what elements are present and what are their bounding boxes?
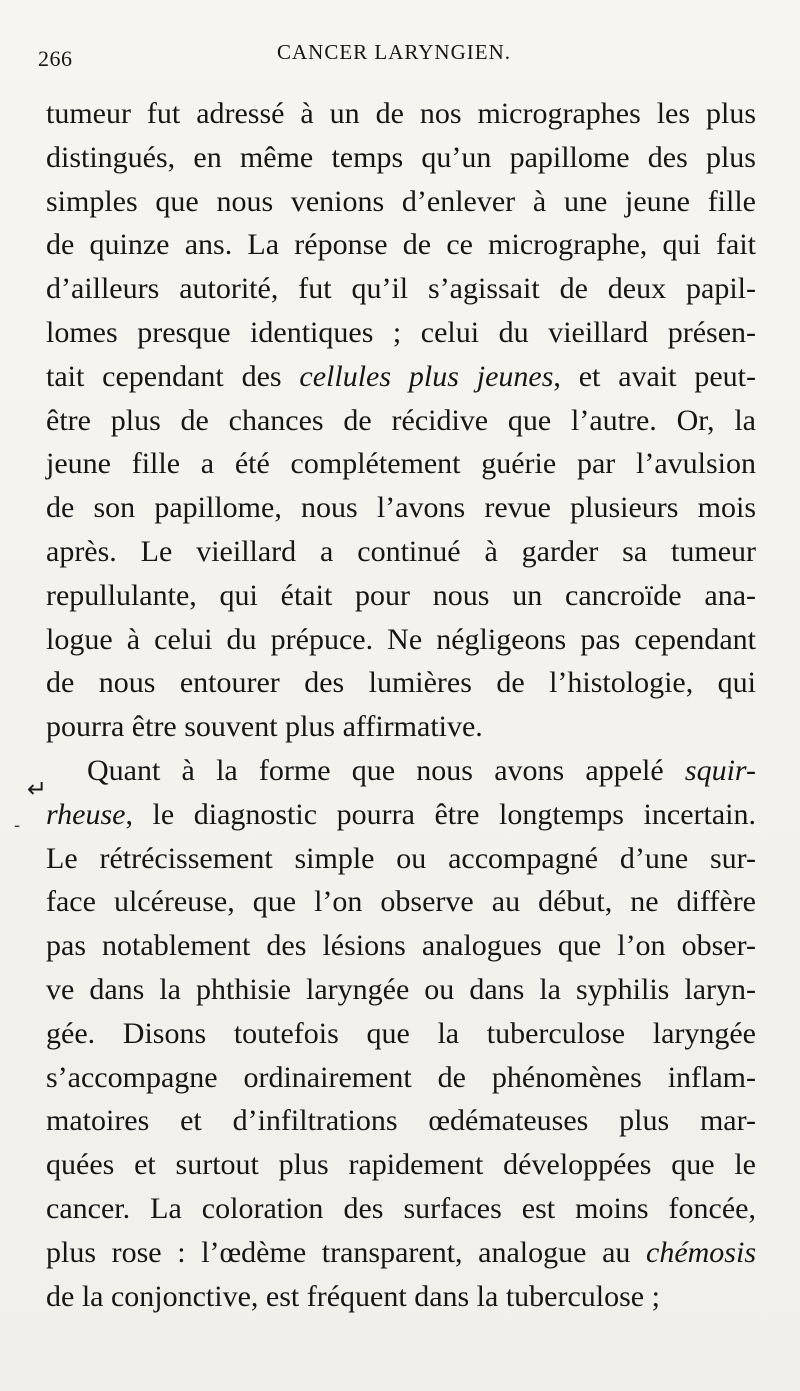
- text-segment: , le diagnostic pourra être longtemps incertain.: [125, 797, 756, 831]
- page-number: 266: [38, 46, 73, 71]
- text-line: ve dans la phthisie laryngée ou dans la syphilis laryn-: [46, 972, 756, 1006]
- text-line: tumeur fut adressé à un de nos micrographes les plus: [46, 97, 756, 130]
- text-line: de son papillome, nous l’avons revue plusieurs mois: [46, 491, 756, 525]
- text-line: de quinze ans. La réponse de ce micrographe, qui fait: [46, 228, 756, 262]
- text-segment: Quant à la forme que nous avons appelé: [87, 753, 685, 787]
- text-line: après. Le vieillard a continué à garder sa tumeur: [46, 534, 756, 568]
- body-text: [46, 92, 756, 1318]
- text-segment: tait cependant des: [46, 359, 300, 393]
- text-line: d’ailleurs autorité, fut qu’il s’agissait de deux papil-: [46, 272, 756, 306]
- paragraph: [46, 749, 756, 1318]
- text-line: simples que nous venions d’enlever à une jeune fille: [46, 184, 756, 218]
- text-line: Le rétrécissement simple ou accompagné d’une sur-: [46, 841, 756, 875]
- italic-text: cellules plus jeunes: [299, 359, 554, 393]
- text-line: repullulante, qui était pour nous un cancroïde ana-: [46, 578, 756, 612]
- text-line: quées et surtout plus rapidement développées que le: [46, 1148, 756, 1182]
- text-segment: , et avait peut-: [553, 359, 756, 393]
- text-line: de la conjonctive, est fréquent dans la tuberculose ;: [46, 1279, 660, 1313]
- text-line: [46, 355, 756, 399]
- text-line: de nous entourer des lumières de l’histologie, qui: [46, 666, 756, 700]
- text-line: être plus de chances de récidive que l’autre. Or, la: [46, 403, 756, 437]
- text-line: logue à celui du prépuce. Ne négligeons pas cependant: [46, 622, 756, 656]
- italic-text: squir-: [684, 753, 756, 787]
- running-head: CANCER LARYNGIEN.: [276, 40, 511, 64]
- italic-text: chémosis: [646, 1235, 756, 1269]
- text-line: [46, 1231, 756, 1275]
- text-segment: plus rose : l’œdème transparent, analogue au: [46, 1235, 647, 1269]
- text-line: jeune fille a été complétement guérie par l’avulsion: [46, 447, 756, 481]
- text-line: s’accompagne ordinairement de phénomènes inflam-: [46, 1060, 756, 1094]
- text-line: cancer. La coloration des surfaces est moins foncée,: [46, 1191, 756, 1225]
- text-line: [46, 749, 756, 793]
- text-line: pourra être souvent plus affirmative.: [46, 710, 483, 744]
- text-line: face ulcéreuse, que l’on observe au début, ne diffère: [46, 885, 756, 919]
- page-header: [38, 34, 750, 78]
- margin-dash-mark-icon: -: [14, 815, 21, 836]
- text-line: matoires et d’infiltrations œdémateuses plus mar-: [46, 1104, 756, 1138]
- text-line: [46, 793, 756, 837]
- italic-text: rheuse: [46, 797, 126, 831]
- text-line: gée. Disons toutefois que la tuberculose laryngée: [46, 1016, 756, 1050]
- text-line: lomes presque identiques ; celui du vieillard présen-: [46, 315, 756, 349]
- text-line: pas notablement des lésions analogues que l’on obser-: [46, 929, 756, 963]
- text-line: distingués, en même temps qu’un papillome des plus: [46, 140, 756, 174]
- hand-drawn-caret-mark-icon: ↵: [27, 775, 48, 803]
- paragraph: [46, 92, 756, 749]
